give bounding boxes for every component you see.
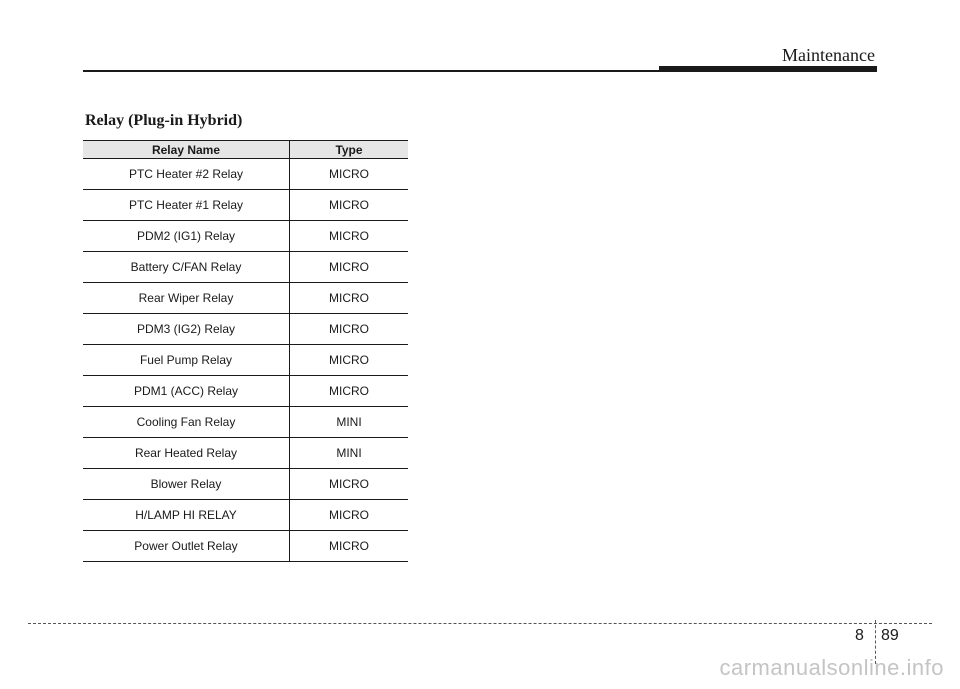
relay-name-cell: PTC Heater #2 Relay — [83, 159, 290, 190]
table-row — [83, 159, 408, 190]
relay-type-cell: MICRO — [290, 283, 409, 314]
header-rule-thick — [659, 66, 877, 72]
relay-type-cell: MICRO — [290, 531, 409, 562]
table-row — [83, 190, 408, 221]
relay-type-cell: MICRO — [290, 376, 409, 407]
relay-type-cell: MICRO — [290, 221, 409, 252]
relay-name-cell: PTC Heater #1 Relay — [83, 190, 290, 221]
table-row — [83, 407, 408, 438]
relay-name-cell: PDM1 (ACC) Relay — [83, 376, 290, 407]
table-header-row — [83, 141, 408, 159]
relay-type-cell: MICRO — [290, 190, 409, 221]
relay-name-cell: Rear Heated Relay — [83, 438, 290, 469]
table-row — [83, 252, 408, 283]
table-row — [83, 345, 408, 376]
relay-name-cell: Cooling Fan Relay — [83, 407, 290, 438]
relay-type-cell: MINI — [290, 407, 409, 438]
relay-type-cell: MICRO — [290, 252, 409, 283]
header-section-title: Maintenance — [782, 45, 875, 65]
column-header-type: Type — [290, 141, 409, 159]
relay-name-cell: PDM2 (IG1) Relay — [83, 221, 290, 252]
table-row — [83, 376, 408, 407]
relay-type-cell: MICRO — [290, 469, 409, 500]
table-row — [83, 500, 408, 531]
table-row — [83, 283, 408, 314]
header-rule-thin — [83, 70, 661, 72]
relay-type-cell: MICRO — [290, 314, 409, 345]
table-row — [83, 314, 408, 345]
page-number: 89 — [881, 627, 899, 644]
relay-name-cell: Fuel Pump Relay — [83, 345, 290, 376]
watermark: carmanualsonline.info — [719, 655, 944, 680]
relay-type-cell: MICRO — [290, 500, 409, 531]
footer-dashed-rule — [28, 623, 932, 624]
relay-type-cell: MICRO — [290, 345, 409, 376]
relay-name-cell: Battery C/FAN Relay — [83, 252, 290, 283]
relay-name-cell: Blower Relay — [83, 469, 290, 500]
chapter-number: 8 — [855, 627, 864, 644]
table-row — [83, 469, 408, 500]
page-title: Relay (Plug-in Hybrid) — [85, 112, 243, 129]
column-header-relay-name: Relay Name — [83, 141, 290, 159]
relay-name-cell: Power Outlet Relay — [83, 531, 290, 562]
relay-type-cell: MICRO — [290, 159, 409, 190]
relay-name-cell: Rear Wiper Relay — [83, 283, 290, 314]
relay-name-cell: PDM3 (IG2) Relay — [83, 314, 290, 345]
relay-name-cell: H/LAMP HI RELAY — [83, 500, 290, 531]
table-row — [83, 531, 408, 562]
table-row — [83, 438, 408, 469]
relay-table — [83, 140, 408, 562]
table-row — [83, 221, 408, 252]
relay-type-cell: MINI — [290, 438, 409, 469]
